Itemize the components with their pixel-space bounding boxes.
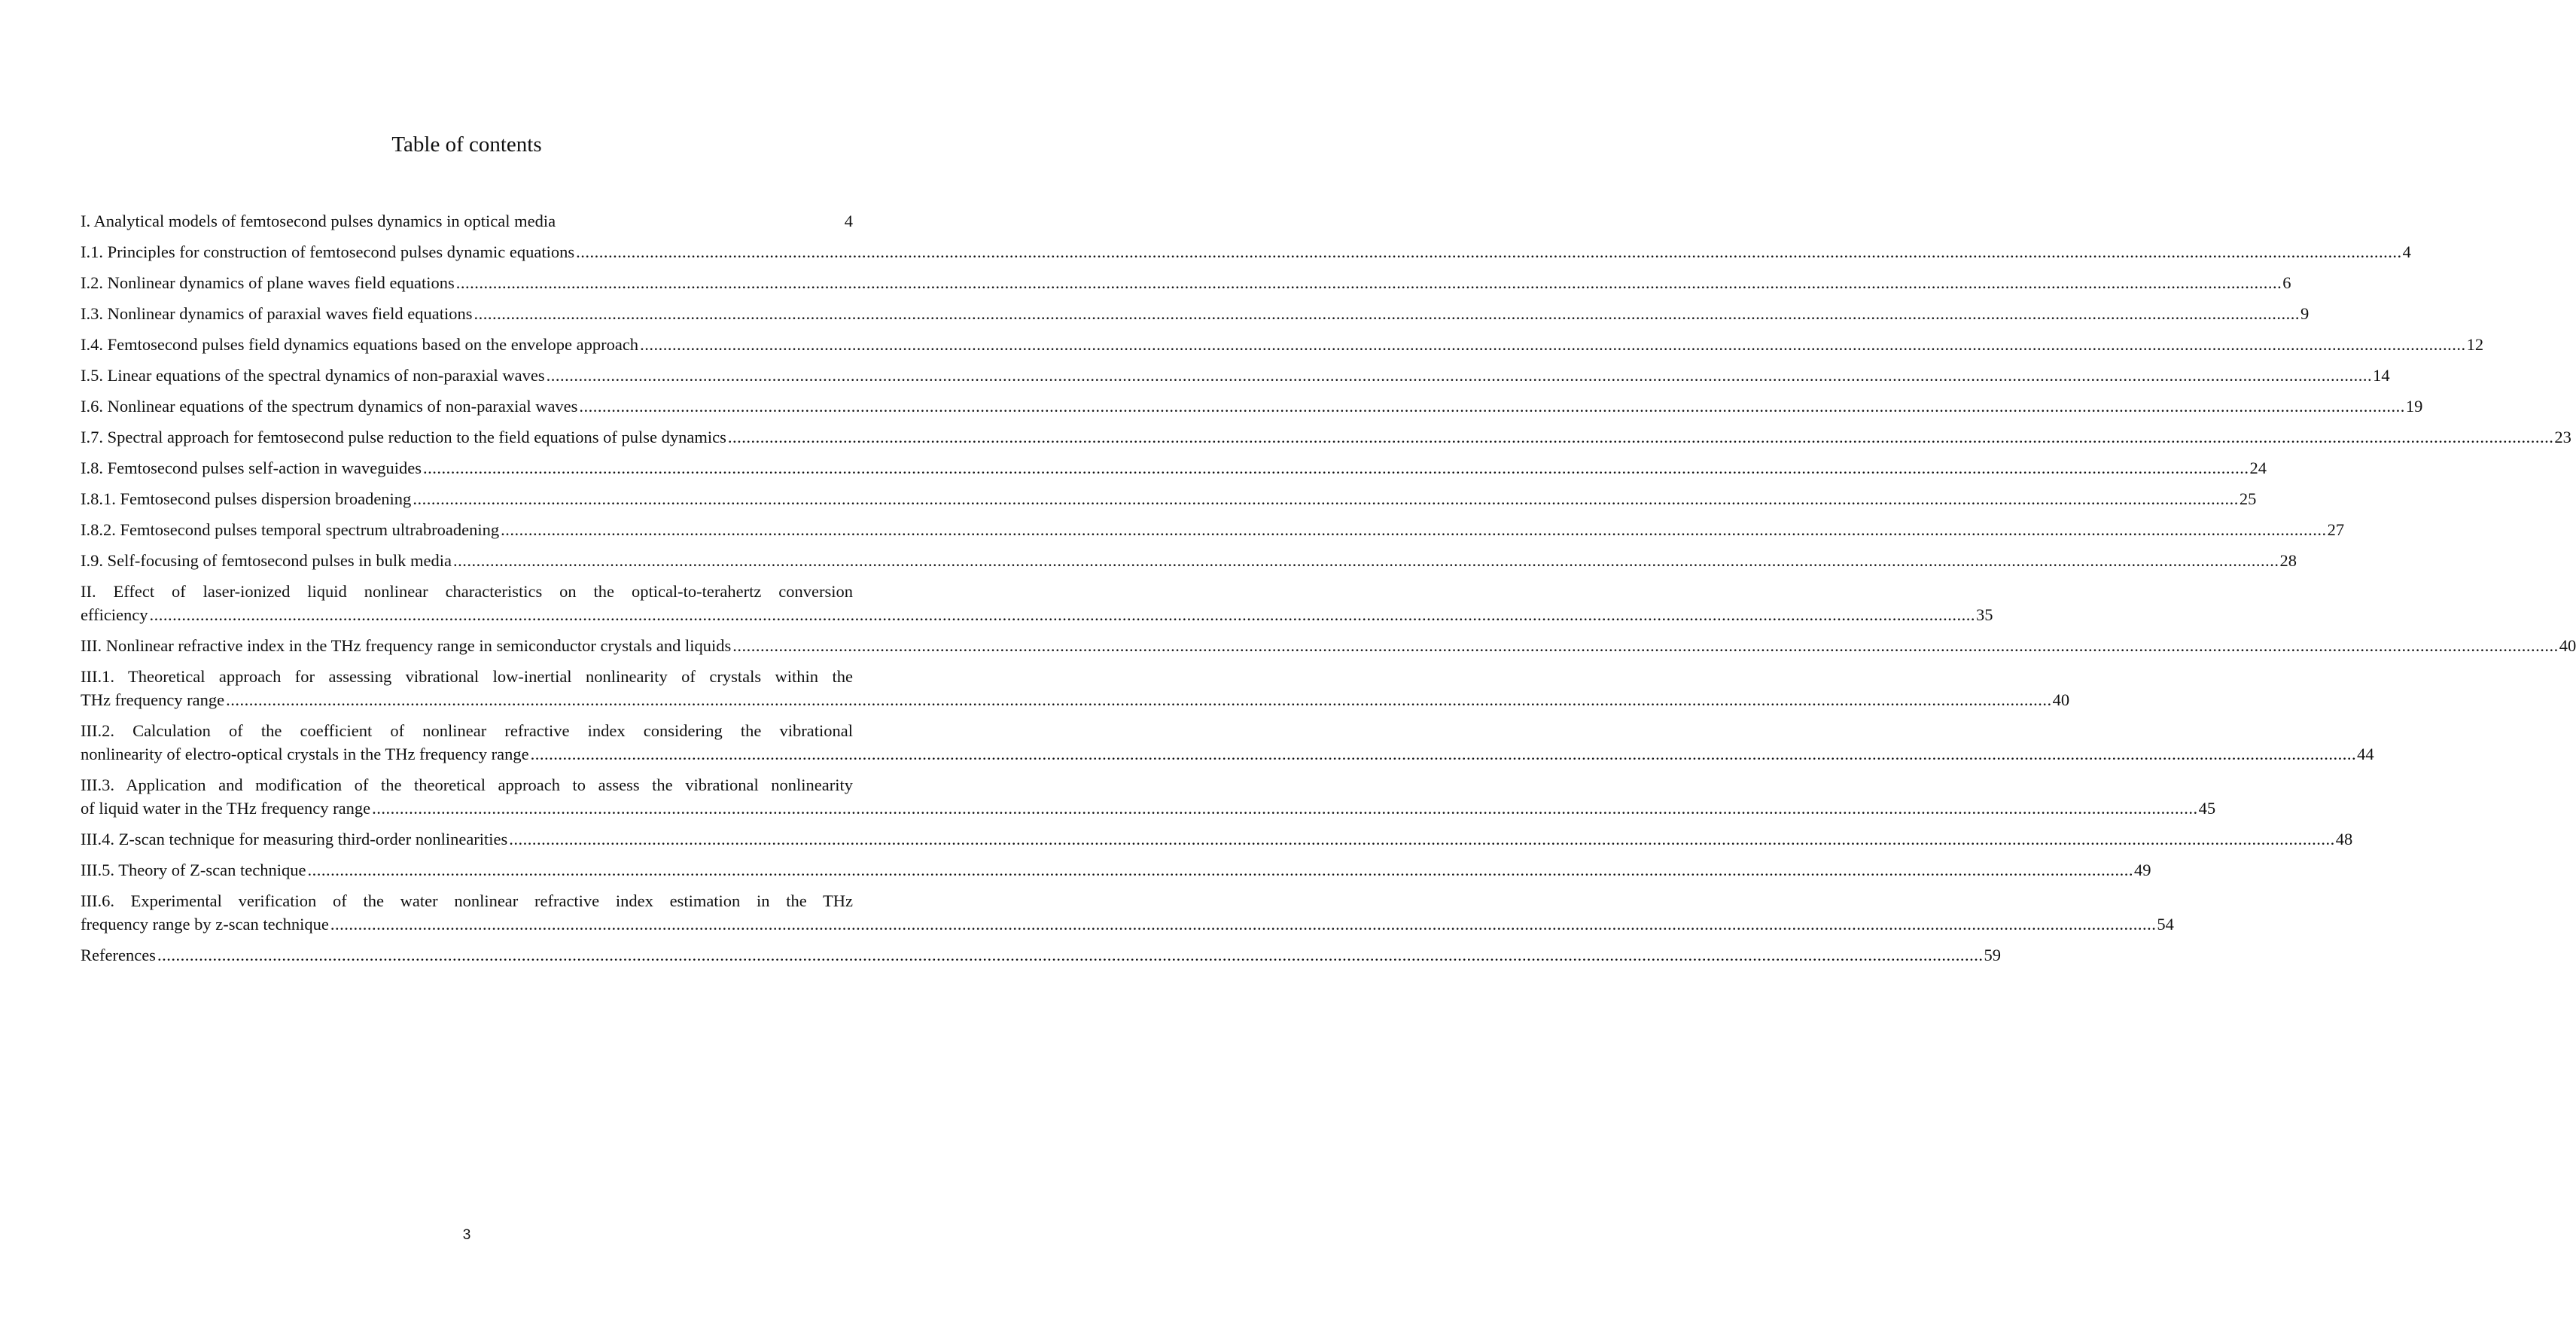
toc-page-number: 44 [2357, 745, 2374, 763]
toc-entry-1-3[interactable] [81, 302, 2310, 325]
toc-entry-text-line-1: III.6. Experimental verification of the water nonlinear refractive index estimation in the THz [81, 891, 853, 910]
toc-leader: ............................................................................................................................................................................................................................................................................................................................................................................................................ [307, 861, 2133, 879]
toc-entry-text: III.4. Z-scan technique for measuring third-order nonlinearities [81, 830, 508, 848]
toc-entry-1-5[interactable] [81, 364, 2390, 387]
toc-entry-last-line [81, 603, 1993, 626]
toc-entry-text: I.1. Principles for construction of femtosecond pulses dynamic equations [81, 242, 575, 261]
toc-leader: ............................................................................................................................................................................................................................................................................................................................................................................................................ [732, 636, 2559, 655]
toc-entry-1-2[interactable] [81, 271, 2291, 294]
toc-leader: ............................................................................................................................................................................................................................................................................................................................................................................................................ [455, 273, 2282, 292]
toc-entry-text: References [81, 946, 156, 964]
toc-page-number: 48 [2335, 830, 2353, 848]
toc-page-number: 54 [2157, 915, 2174, 934]
toc-entry-text: I. Analytical models of femtosecond pulses dynamics in optical media [81, 212, 556, 230]
toc-entry-text: III. Nonlinear refractive index in the THz frequency range in semiconductor crystals and liquids [81, 636, 732, 655]
toc-entry-chapter-3[interactable] [81, 634, 2576, 657]
toc-entry-chapter-2[interactable] [81, 580, 1993, 626]
toc-page-number: 40 [2052, 690, 2070, 709]
toc-entry-3-4[interactable] [81, 827, 2353, 851]
toc-leader: ............................................................................................................................................................................................................................................................................................................................................................................................................ [576, 242, 2402, 261]
toc-entry-text: I.7. Spectral approach for femtosecond pulse reduction to the field equations of pulse dynamics [81, 428, 726, 446]
toc-leader: ............................................................................................................................................................................................................................................................................................................................................................................................................ [546, 366, 2373, 385]
toc-entry-1-7[interactable] [81, 425, 2571, 449]
toc-leader: ............................................................................................................................................................................................................................................................................................................................................................................................................ [330, 915, 2157, 934]
toc-entry-1-8[interactable] [81, 456, 2267, 480]
footer-page-number: 3 [462, 1227, 471, 1243]
toc-page-number: 4 [844, 212, 853, 230]
toc-leader: ............................................................................................................................................................................................................................................................................................................................................................................................................ [640, 335, 2466, 354]
page-title: Table of contents [391, 133, 542, 157]
toc-entry-text: III.5. Theory of Z-scan technique [81, 861, 306, 879]
toc-entry-chapter-1[interactable] [81, 209, 853, 233]
toc-entry-1-9[interactable] [81, 549, 2297, 572]
toc-page-number: 35 [1976, 605, 1993, 624]
toc-entry-references[interactable] [81, 943, 2001, 967]
toc-entry-text-line-2: nonlinearity of electro-optical crystals in the THz frequency range [81, 745, 529, 763]
toc-entry-text: I.8.2. Femtosecond pulses temporal spectrum ultrabroadening [81, 520, 500, 539]
toc-entry-text: I.4. Femtosecond pulses field dynamics equations based on the envelope approach [81, 335, 639, 354]
toc-page-number: 19 [2405, 397, 2423, 416]
toc-entry-1-8-2[interactable] [81, 518, 2345, 541]
toc-page-number: 6 [2282, 273, 2291, 292]
toc-page-number: 28 [2279, 551, 2297, 570]
toc-entry-text-line-1: III.2. Calculation of the coefficient of nonlinear refractive index considering the vibrational [81, 721, 853, 740]
toc-entry-3-5[interactable] [81, 858, 2151, 882]
toc-entry-text: I.8.1. Femtosecond pulses dispersion broadening [81, 489, 412, 508]
toc-page-number: 12 [2466, 335, 2484, 354]
toc-entry-last-line [81, 742, 2374, 766]
toc-leader: ............................................................................................................................................................................................................................................................................................................................................................................................................ [530, 745, 2357, 763]
toc-leader: ............................................................................................................................................................................................................................................................................................................................................................................................................ [372, 799, 2198, 818]
toc-entry-3-6[interactable] [81, 889, 2174, 936]
toc-entry-text: I.3. Nonlinear dynamics of paraxial waves field equations [81, 304, 473, 323]
toc-entry-text-line-2: of liquid water in the THz frequency range [81, 799, 371, 818]
toc-page-number: 27 [2327, 520, 2345, 539]
toc-page-number: 25 [2239, 489, 2257, 508]
table-of-contents [81, 209, 2576, 974]
toc-entry-3-2[interactable] [81, 719, 2374, 766]
toc-entry-3-1[interactable] [81, 665, 2070, 711]
toc-entry-1-8-1[interactable] [81, 487, 2257, 510]
toc-entry-text: I.2. Nonlinear dynamics of plane waves field equations [81, 273, 455, 292]
toc-entry-text-line-2: frequency range by z-scan technique [81, 915, 329, 934]
toc-entry-1-4[interactable] [81, 333, 2484, 356]
toc-entry-text-line-1: III.1. Theoretical approach for assessing vibrational low-inertial nonlinearity of crystals within the [81, 667, 853, 686]
toc-leader: ............................................................................................................................................................................................................................................................................................................................................................................................................ [149, 605, 1976, 624]
toc-entry-3-3[interactable] [81, 773, 2216, 820]
toc-page-number: 4 [2402, 242, 2411, 261]
toc-page-number: 14 [2373, 366, 2390, 385]
toc-leader: ............................................................................................................................................................................................................................................................................................................................................................................................................ [423, 458, 2249, 477]
toc-entry-last-line [81, 797, 2216, 820]
toc-leader: ............................................................................................................................................................................................................................................................................................................................................................................................................ [226, 690, 2052, 709]
toc-entry-last-line [81, 912, 2174, 936]
toc-page-number: 59 [1984, 946, 2001, 964]
toc-leader: ............................................................................................................................................................................................................................................................................................................................................................................................................ [413, 489, 2239, 508]
toc-entry-text-line-1: III.3. Application and modification of the theoretical approach to assess the vibrational nonlinearity [81, 775, 853, 794]
toc-leader: ............................................................................................................................................................................................................................................................................................................................................................................................................ [579, 397, 2405, 416]
toc-entry-text: I.5. Linear equations of the spectral dynamics of non-paraxial waves [81, 366, 545, 385]
toc-leader: ............................................................................................................................................................................................................................................................................................................................................................................................................ [157, 946, 1984, 964]
toc-entry-text-line-2: efficiency [81, 605, 148, 624]
toc-entry-text-line-1: II. Effect of laser-ionized liquid nonlinear characteristics on the optical-to-terahertz conversion [81, 582, 853, 601]
toc-entry-text: I.6. Nonlinear equations of the spectrum dynamics of non-paraxial waves [81, 397, 578, 416]
toc-leader: ............................................................................................................................................................................................................................................................................................................................................................................................................ [453, 551, 2279, 570]
toc-entry-1-1[interactable] [81, 240, 2411, 263]
toc-page-number: 45 [2198, 799, 2216, 818]
toc-entry-text-line-2: THz frequency range [81, 690, 225, 709]
toc-leader: ............................................................................................................................................................................................................................................................................................................................................................................................................ [509, 830, 2335, 848]
toc-leader: ............................................................................................................................................................................................................................................................................................................................................................................................................ [727, 428, 2554, 446]
toc-entry-text: I.8. Femtosecond pulses self-action in waveguides [81, 458, 422, 477]
toc-page-number: 24 [2249, 458, 2267, 477]
toc-entry-text: I.9. Self-focusing of femtosecond pulses in bulk media [81, 551, 452, 570]
toc-leader: ............................................................................................................................................................................................................................................................................................................................................................................................................ [501, 520, 2327, 539]
toc-page-number: 9 [2300, 304, 2310, 323]
toc-entry-last-line [81, 688, 2070, 711]
toc-page-number: 40 [2559, 636, 2576, 655]
toc-leader: ............................................................................................................................................................................................................................................................................................................................................................................................................ [473, 304, 2300, 323]
toc-page-number: 23 [2554, 428, 2571, 446]
toc-page-number: 49 [2133, 861, 2151, 879]
toc-entry-1-6[interactable] [81, 394, 2423, 418]
